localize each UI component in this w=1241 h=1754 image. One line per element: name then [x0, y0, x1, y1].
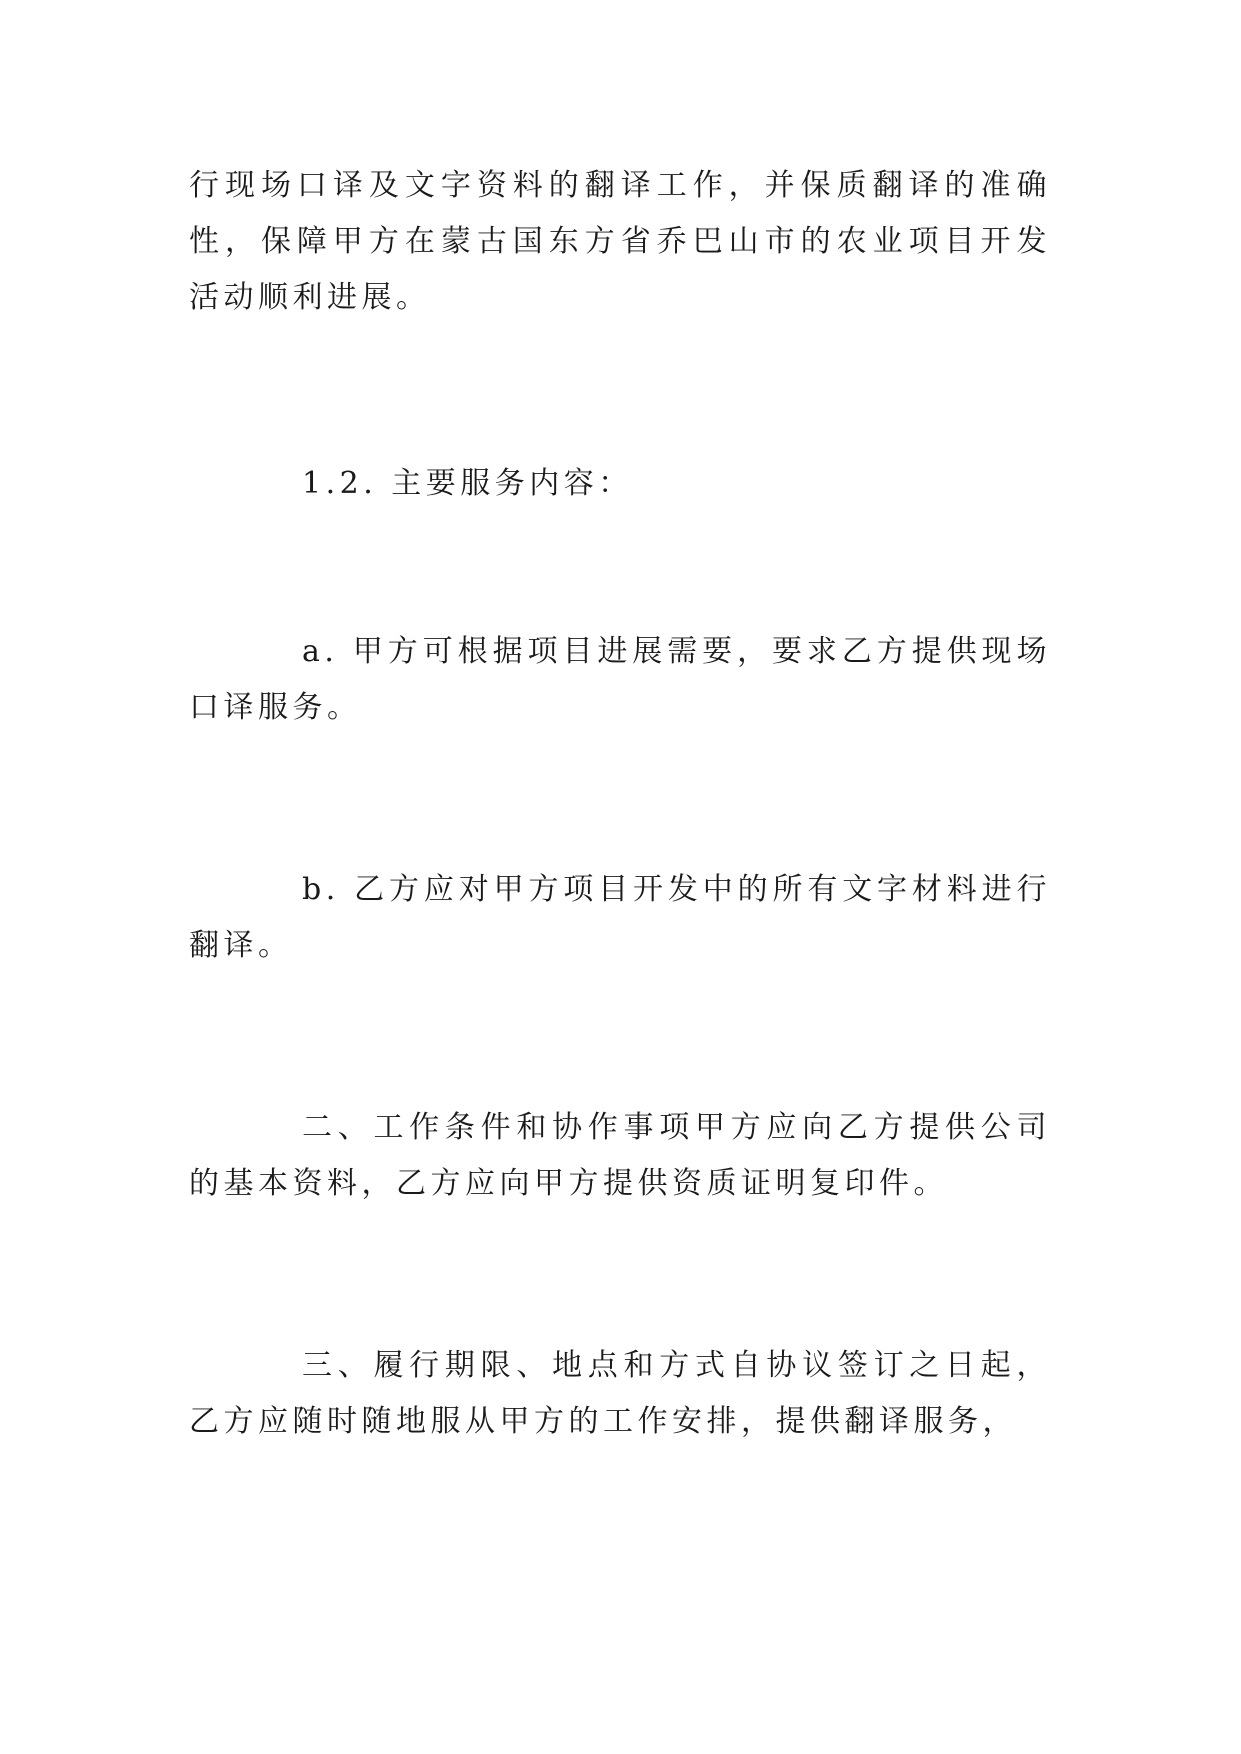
paragraph-section-two: 二、工作条件和协作事项甲方应向乙方提供公司的基本资料，乙方应向甲方提供资质证明复印件。	[189, 1110, 1051, 1201]
paragraph-item-a: a. 甲方可根据项目进展需要，要求乙方提供现场口译服务。	[189, 634, 1051, 725]
paragraph-section-three: 三、履行期限、地点和方式自协议签订之日起，乙方应随时随地服从甲方的工作安排，提供翻译服务，	[189, 1348, 1051, 1439]
section-heading-main-services: 1.2. 主要服务内容：	[302, 466, 633, 501]
paragraph-scope-continuation: 行现场口译及文字资料的翻译工作，并保质翻译的准确性，保障甲方在蒙古国东方省乔巴山市的农业项目开发活动顺利进展。	[189, 168, 1051, 315]
paragraph-item-b: b. 乙方应对甲方项目开发中的所有文字材料进行翻译。	[189, 872, 1051, 963]
